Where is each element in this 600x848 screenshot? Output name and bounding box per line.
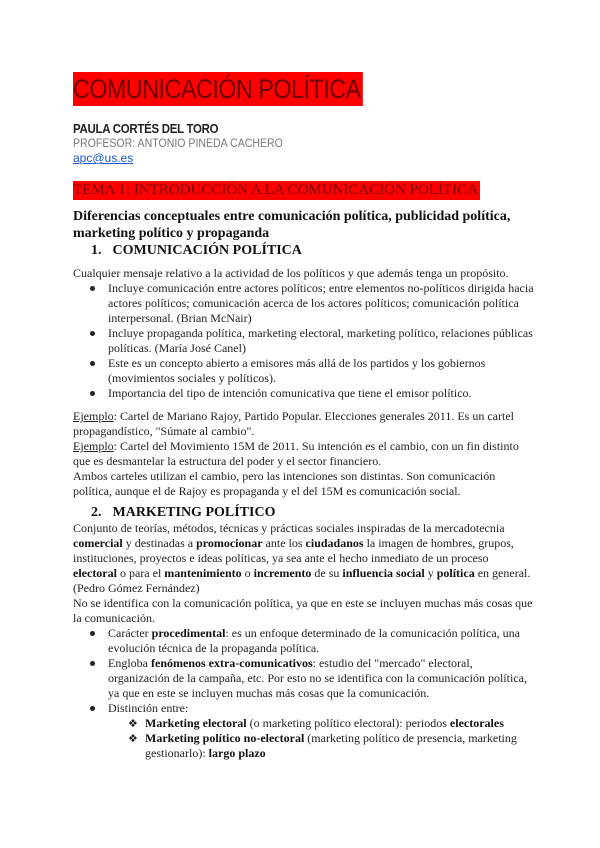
list-item: Incluye propaganda política, marketing electoral, marketing político, relaciones públicas políticas. (María José Canel) <box>73 326 535 356</box>
subheading: Diferencias conceptuales entre comunicación política, publicidad política, marketing político y propaganda <box>73 209 511 241</box>
diamond-bullet-icon: ❖ <box>128 717 138 730</box>
example-1 <box>73 409 535 439</box>
section-1-closing: Ambos carteles utilizan el cambio, pero las intenciones son distintas. Son comunicación política, aunque el de Rajoy es propaganda y el del 15M es comunicación social. <box>73 469 496 498</box>
example-1-text: : Cartel de Mariano Rajoy, Partido Popular. Elecciones generales 2011. Es un cartel propagandístico, "Súmate al cambio". <box>73 409 514 438</box>
professor-line: PROFESOR: ANTONIO PINEDA CACHERO <box>73 136 283 150</box>
list-item: Incluye comunicación entre actores políticos; entre elementos no-políticos dirigida hacia actores políticos; comunicación acerca de los actores políticos; comunicación política interpersonal. (Brian McNair) <box>73 281 535 326</box>
list-item: Carácter procedimental: es un enfoque determinado de la comunicación política, una evolución técnica de la propaganda política. <box>73 626 535 656</box>
section-1-heading <box>91 243 302 259</box>
section-2-definition: Conjunto de teorías, métodos, técnicas y prácticas sociales inspiradas de la mercadotecnia comercial y destinadas a promocionar ante los ciudadanos la imagen de hombres, grupos, instituciones, proyectos e ideas políticas, ya sea ante el hecho inmediato de un proceso electoral o para el mantenimiento o incremento de su influencia social y política en general. (Pedro Gómez Fernández) <box>73 521 531 595</box>
example-label: Ejemplo <box>73 409 114 423</box>
document-title: COMUNICACIÓN POLÍTICA <box>73 74 361 104</box>
section-2-bullets <box>73 626 535 761</box>
section-1-intro: Cualquier mensaje relativo a la actividad de los políticos y que además tenga un propósito. <box>73 266 509 280</box>
email-link[interactable]: apc@us.es <box>73 151 134 165</box>
sub-list-item: ❖ Marketing electoral (o marketing político electoral): periodos electorales <box>128 716 504 730</box>
section-2-title: MARKETING POLÍTICO <box>112 505 276 520</box>
example-label: Ejemplo <box>73 439 114 453</box>
section-1-title: COMUNICACIÓN POLÍTICA <box>112 243 302 258</box>
section-1-body <box>73 266 535 499</box>
list-item: Engloba fenómenos extra-comunicativos: estudio del "mercado" electoral, organización de la campaña, etc. Por esto no se identifica con la comunicación política, ya que en este se incluyen muchas más cosas que la comunicación. <box>73 656 535 701</box>
tema-heading: TEMA 1: INTRODUCCIÓN A LA COMUNICACIÓN POLÍTICA <box>73 182 479 198</box>
section-2-body <box>73 521 535 761</box>
diamond-bullet-icon: ❖ <box>128 732 138 745</box>
list-item: Este es un concepto abierto a emisores más allá de los partidos y los gobiernos (movimientos sociales y políticos). <box>73 356 535 386</box>
section-1-number: 1. <box>91 243 102 258</box>
section-2-number: 2. <box>91 505 102 520</box>
section-2-note: No se identifica con la comunicación política, ya que en este se incluyen muchas más cosas que la comunicación. <box>73 596 533 625</box>
example-2-text: : Cartel del Movimiento 15M de 2011. Su intención es el cambio, con un fin distinto que es desmantelar la estructura del poder y el sector financiero. <box>73 439 519 468</box>
section-2-heading <box>91 505 275 521</box>
list-item: Distinción entre: <box>73 701 535 716</box>
sub-list-item: ❖ Marketing político no-electoral (marketing político de presencia, marketing gestionarlo): largo plazo <box>128 731 517 760</box>
list-item: Importancia del tipo de intención comunicativa que tiene el emisor político. <box>73 386 535 401</box>
section-1-bullets <box>73 281 535 401</box>
author-name: PAULA CORTÉS DEL TORO <box>73 121 219 136</box>
example-2 <box>73 439 535 469</box>
